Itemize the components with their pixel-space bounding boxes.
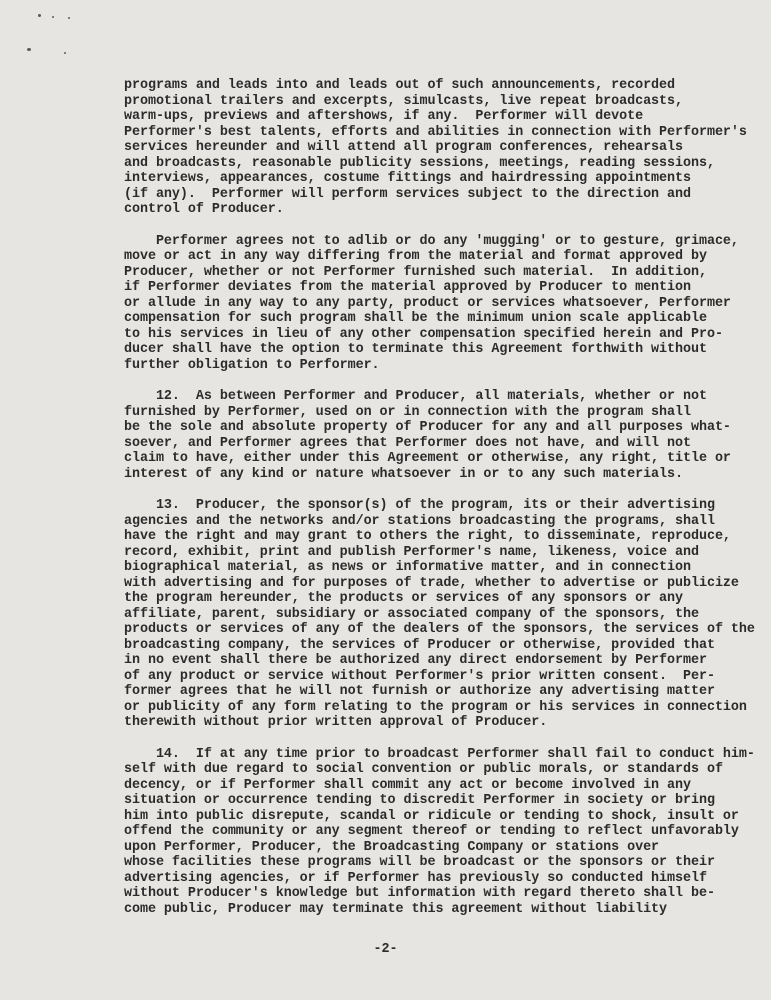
text-line: soever, and Performer agrees that Performer does not have, and will not <box>124 435 691 451</box>
text-line: claim to have, either under this Agreement or otherwise, any right, title or <box>124 451 731 466</box>
text-line: broadcasting company, the services of Producer or otherwise, provided that <box>124 637 715 653</box>
text-line: therewith without prior written approval of Producer. <box>124 715 548 730</box>
text-line: services hereunder and will attend all program conferences, rehearsals <box>124 140 683 155</box>
text-line: record, exhibit, print and publish Performer's name, likeness, voice and <box>124 544 699 560</box>
text-line: the program hereunder, the products or services of any sponsors or any <box>124 591 683 606</box>
text-line: interviews, appearances, costume fittings and hairdressing appointments <box>124 171 691 186</box>
text-line: Producer, whether or not Performer furnished such material. In addition, <box>124 264 707 280</box>
text-line: in no event shall there be authorized any direct endorsement by Performer <box>124 653 707 668</box>
text-line: programs and leads into and leads out of such announcements, recorded <box>124 78 676 93</box>
text-line: to his services in lieu of any other compensation specified herein and Pro- <box>124 326 723 342</box>
paper-speck <box>64 52 66 54</box>
paper-speck <box>38 14 41 17</box>
text-line: if Performer deviates from the material approved by Producer to mention <box>124 280 691 295</box>
text-line: without Producer's knowledge but information with regard thereto shall be- <box>124 886 715 901</box>
text-line: control of Producer. <box>124 202 284 217</box>
text-line: with advertising and for purposes of trade, whether to advertise or publicize <box>124 575 739 591</box>
text-line: 12. As between Performer and Producer, all materials, whether or not <box>124 389 707 404</box>
text-line: further obligation to Performer. <box>124 357 380 373</box>
text-line: Performer agrees not to adlib or do any 'mugging' or to gesture, grimace, <box>124 233 739 249</box>
text-line: decency, or if Performer shall commit any act or become involved in any <box>124 777 691 793</box>
text-line: him into public disrepute, scandal or ridicule or tending to shock, insult or <box>124 808 739 824</box>
text-line: former agrees that he will not furnish or authorize any advertising matter <box>124 684 715 699</box>
text-line: agencies and the networks and/or stations broadcasting the programs, shall <box>124 513 715 529</box>
paragraph-12 <box>124 389 731 482</box>
text-line: affiliate, parent, subsidiary or associated company of the sponsors, the <box>124 606 699 622</box>
paper-speck <box>52 16 54 18</box>
text-line: interest of any kind or nature whatsoever in or to any such materials. <box>124 466 683 482</box>
text-line: or allude in any way to any party, product or services whatsoever, Performer <box>124 295 731 311</box>
paragraph-continuation <box>124 78 747 218</box>
text-line: self with due regard to social convention or public morals, or standards of <box>124 762 723 777</box>
text-line: upon Performer, Producer, the Broadcasting Company or stations over <box>124 839 660 855</box>
paper-speck <box>68 17 70 19</box>
text-line: warm-ups, previews and aftershows, if any. Performer will devote <box>124 109 644 124</box>
text-line: 13. Producer, the sponsor(s) of the program, its or their advertising <box>124 498 715 513</box>
paragraph-14 <box>124 746 755 918</box>
text-line: biographical material, as news or informative matter, and in connection <box>124 560 691 575</box>
text-line: offend the community or any segment thereof or tending to reflect unfavorably <box>124 824 739 839</box>
text-line: promotional trailers and excerpts, simulcasts, live repeat broadcasts, <box>124 93 683 109</box>
text-line: ducer shall have the option to terminate this Agreement forthwith without <box>124 342 707 357</box>
text-line: furnished by Performer, used on or in connection with the program shall <box>124 404 691 420</box>
text-line: advertising agencies, or if Performer has previously so conducted himself <box>124 870 707 886</box>
text-line: have the right and may grant to others the right, to disseminate, reproduce, <box>124 529 731 544</box>
text-line: compensation for such program shall be the minimum union scale applicable <box>124 311 707 326</box>
text-line: move or act in any way differing from the material and format approved by <box>124 249 707 264</box>
page-number: -2- <box>373 942 398 957</box>
text-line: (if any). Performer will perform services subject to the direction and <box>124 186 691 202</box>
text-line: and broadcasts, reasonable publicity sessions, meetings, reading sessions, <box>124 155 715 171</box>
paper-speck <box>27 48 31 51</box>
body-text <box>124 78 755 933</box>
paragraph-13 <box>124 498 755 731</box>
text-line: products or services of any of the dealers of the sponsors, the services of the <box>124 622 755 637</box>
text-line: 14. If at any time prior to broadcast Performer shall fail to conduct him- <box>124 746 755 762</box>
text-line: come public, Producer may terminate this agreement without liability <box>124 901 668 917</box>
text-line: whose facilities these programs will be broadcast or the sponsors or their <box>124 855 715 870</box>
text-line: of any product or service without Performer's prior written consent. Per- <box>124 668 715 684</box>
text-line: or publicity of any form relating to the program or his services in connection <box>124 699 747 715</box>
paragraph-adlib <box>124 233 739 374</box>
text-line: be the sole and absolute property of Producer for any and all purposes what- <box>124 420 731 435</box>
text-line: Performer's best talents, efforts and abilities in connection with Performer's <box>124 124 747 140</box>
text-line: situation or occurrence tending to discredit Performer in society or bring <box>124 793 715 808</box>
